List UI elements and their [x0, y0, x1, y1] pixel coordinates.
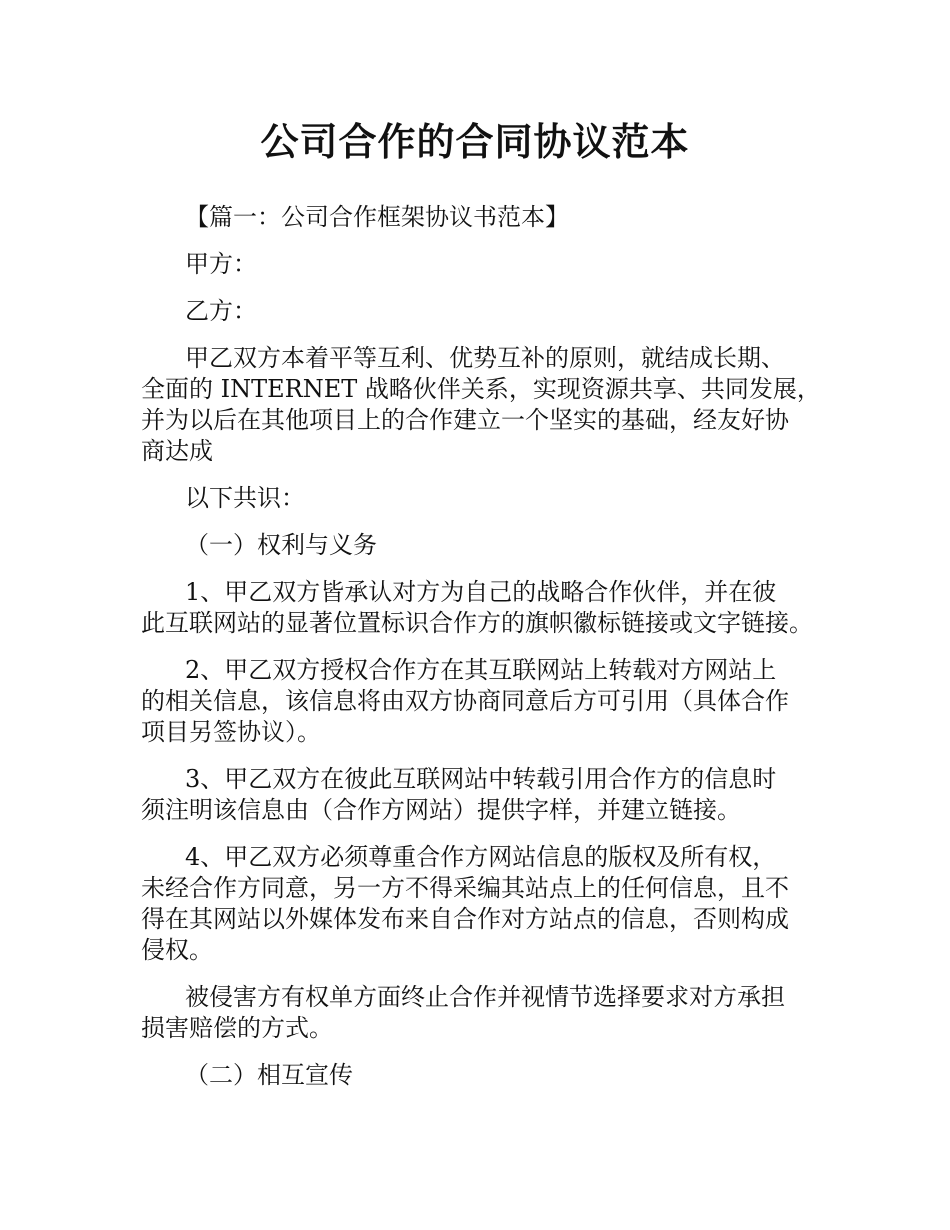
text-line: 未经合作方同意，另一方不得采编其站点上的任何信息，且不 [141, 874, 789, 902]
text-line: 得在其网站以外媒体发布来自合作对方站点的信息，否则构成 [141, 905, 789, 933]
text-line: 商达成 [141, 437, 213, 465]
text-line: 4、甲乙双方必须尊重合作方网站信息的版权及所有权， [185, 843, 777, 871]
text-line: 须注明该信息由（合作方网站）提供字样，并建立链接。 [141, 796, 741, 824]
text-line: 全面的 INTERNET 战略伙伴关系，实现资源共享、共同发展， [141, 375, 821, 403]
mutual-promotion-heading: （二）相互宣传 [185, 1061, 353, 1089]
rights-obligations-heading: （一）权利与义务 [185, 531, 377, 559]
party-a-label: 甲方： [185, 250, 257, 278]
clause-1 [141, 577, 831, 639]
document-title: 公司合作的合同协议范本 [260, 120, 690, 164]
text-line: 甲乙双方本着平等互利、优势互补的原则，就结成长期、 [185, 344, 785, 372]
clause-5 [141, 982, 831, 1044]
clause-4 [141, 842, 831, 966]
text-line: 损害赔偿的方式。 [141, 1014, 333, 1042]
text-line: 此互联网站的显著位置标识合作方的旗帜徽标链接或文字链接。 [141, 609, 813, 637]
intro-paragraph [141, 343, 831, 467]
text-line: 2、甲乙双方授权合作方在其互联网站上转载对方网站上 [185, 656, 777, 684]
text-line: 3、甲乙双方在彼此互联网站中转载引用合作方的信息时 [185, 765, 777, 793]
text-line: 1、甲乙双方皆承认对方为自己的战略合作伙伴，并在彼 [185, 578, 777, 606]
section-heading: 【篇一：公司合作框架协议书范本】 [185, 203, 569, 231]
text-line: 侵权。 [141, 936, 213, 964]
document-body [141, 202, 831, 1107]
text-line: 并为以后在其他项目上的合作建立一个坚实的基础，经友好协 [141, 406, 789, 434]
text-line: 被侵害方有权单方面终止合作并视情节选择要求对方承担 [185, 983, 785, 1011]
text-line: 项目另签协议）。 [141, 718, 321, 746]
consensus-line: 以下共识： [185, 484, 305, 512]
clause-2 [141, 655, 831, 748]
party-b-label: 乙方： [185, 297, 257, 325]
clause-3 [141, 764, 831, 826]
text-line: 的相关信息，该信息将由双方协商同意后方可引用（具体合作 [141, 687, 789, 715]
